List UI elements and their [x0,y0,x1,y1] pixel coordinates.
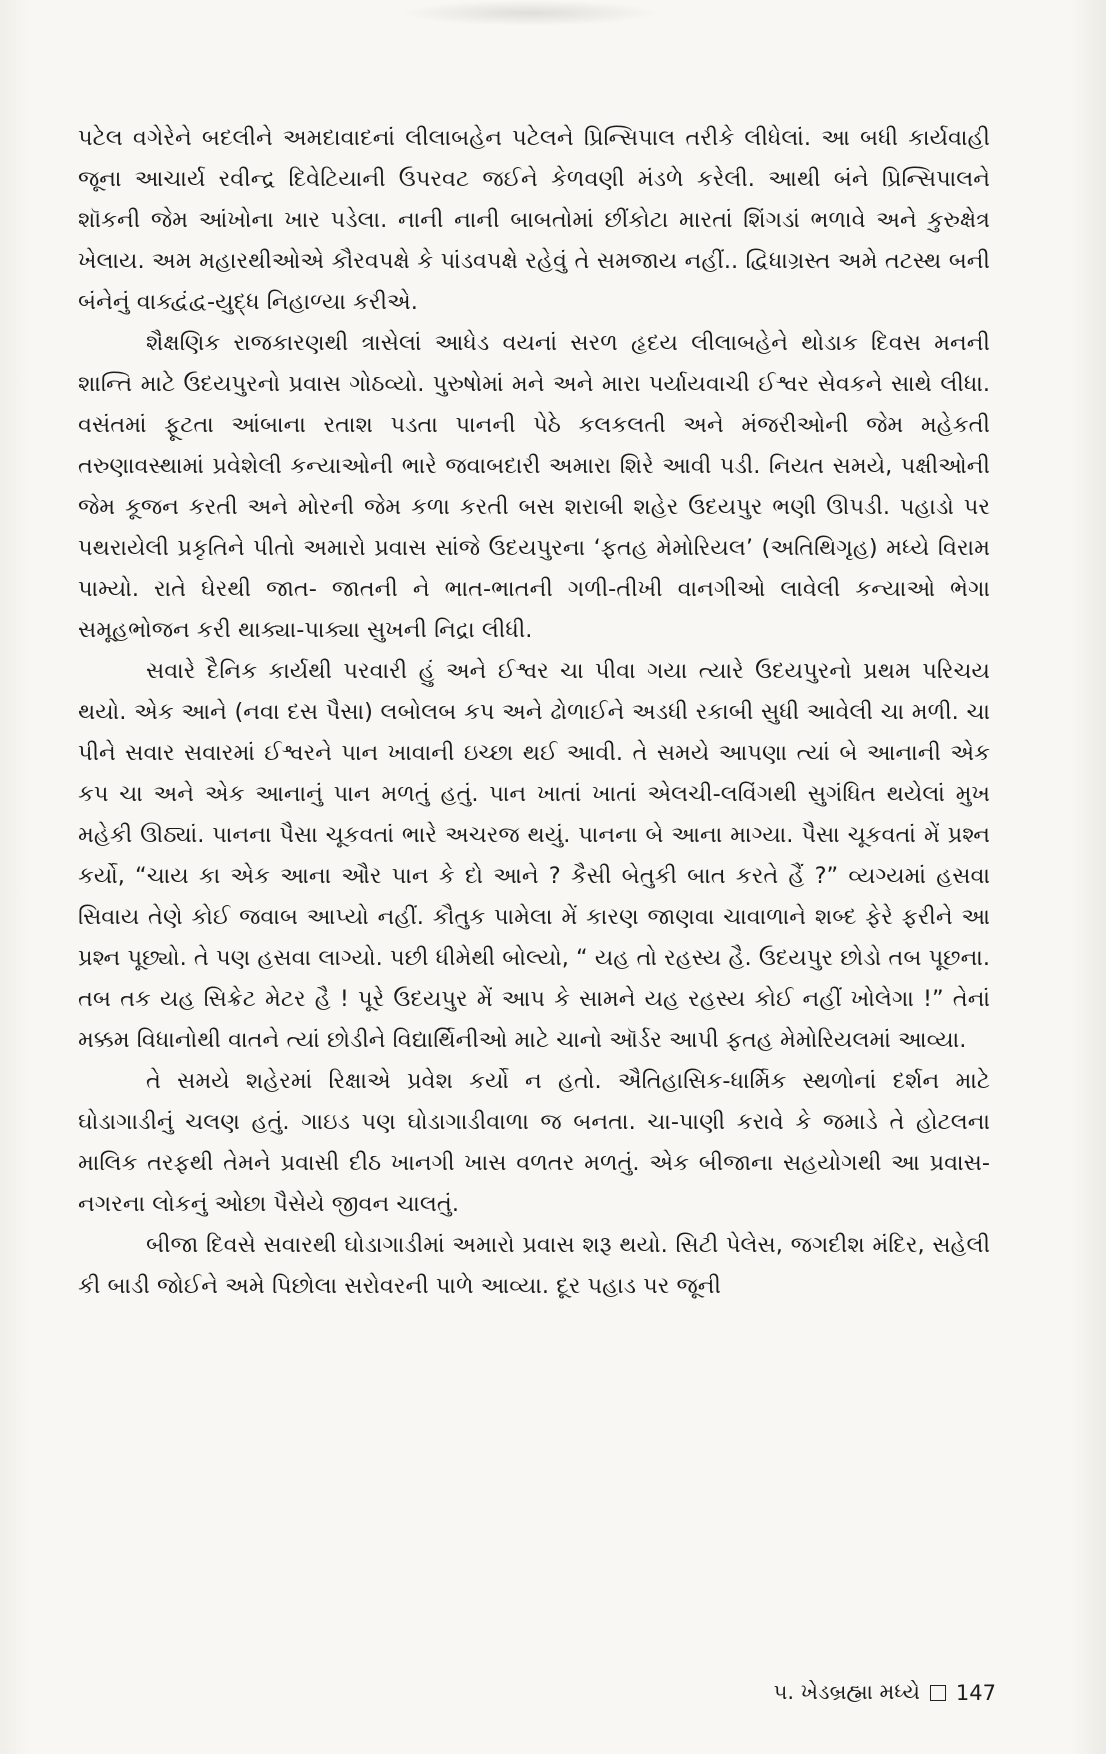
paragraph: બીજા દિવસે સવારથી ઘોડાગાડીમાં અમારો પ્રવાસ શરૂ થયો. સિટી પેલેસ, જગદીશ મંદિર, સહેલી કી બાડી જોઈને અમે પિછોલા સરોવરની પાળે આવ્યા. દૂર પહાડ પર જૂની [78,1232,990,1299]
paragraph: પટેલ વગેરેને બદલીને અમદાવાદનાં લીલાબહેન પટેલને પ્રિન્સિપાલ તરીકે લીધેલાં. આ બધી કાર્યવાહી જૂના આચાર્ય રવીન્દ્ર દિવેટિયાની ઉપરવટ જઈને કેળવણી મંડળે કરેલી. આથી બંને પ્રિન્સિપાલને શૉકની જેમ આંખોના ખાર પડેલા. નાની નાની બાબતોમાં છીંકોટા મારતાં શિંગડાં ભળાવે અને કુરુક્ષેત્ર ખેલાય. અમ મહારથીઓએ કૌરવપક્ષે કે પાંડવપક્ષે રહેવું તે સમજાય નહીં.. દ્વિધાગ્રસ્ત અમે તટસ્થ બની બંનેનું વાક્દ્વંદ્વ-યુદ્ધ નિહાળ્યા કરીએ. [78,125,990,315]
paragraph: તે સમયે શહેરમાં રિક્ષાએ પ્રવેશ કર્યો ન હતો. ઐતિહાસિક-ધાર્મિક સ્થળોનાં દર્શન માટે ઘોડાગાડીનું ચલણ હતું. ગાઇડ પણ ઘોડાગાડીવાળા જ બનતા. ચા-પાણી કરાવે કે જમાડે તે હોટલના માલિક તરફથી તેમને પ્રવાસી દીઠ ખાનગી ખાસ વળતર મળતું. એક બીજાના સહયોગથી આ પ્રવાસ-નગરના લોકનું ઓછા પૈસેયે જીવન ચાલતું. [78,1068,990,1217]
page-footer [774,1680,996,1705]
body-text [78,118,990,1307]
page-shadow [400,0,660,26]
square-separator-icon [930,1685,946,1701]
chapter-title: ૫. ખેડબ્રહ્મા મધ્યે [773,1680,920,1704]
paragraph: શૈક્ષણિક રાજકારણથી ત્રાસેલાં આધેડ વયનાં સરળ હૃદય લીલાબહેને થોડાક દિવસ મનની શાન્તિ માટે ઉદયપુરનો પ્રવાસ ગોઠવ્યો. પુરુષોમાં મને અને મારા પર્યાયવાચી ઈશ્વર સેવકને સાથે લીધા. વસંતમાં ફૂટતા આંબાના રતાશ પડતા પાનની પેઠે કલકલતી અને મંજરીઓની જેમ મહેકતી તરુણાવસ્થામાં પ્રવેશેલી કન્યાઓની ભારે જવાબદારી અમારા શિરે આવી પડી. નિયત સમયે, પક્ષીઓની જેમ કૂજન કરતી અને મોરની જેમ કળા કરતી બસ શરાબી શહેર ઉદયપુર ભણી ઊપડી. પહાડો પર પથરાયેલી પ્રકૃતિને પીતો અમારો પ્રવાસ સાંજે ઉદયપુરના ‘ફતહ મેમોરિયલ’ (અતિથિગૃહ) મધ્યે વિરામ પામ્યો. રાતે ઘેરથી જાત- જાતની ને ભાત-ભાતની ગળી-તીખી વાનગીઓ લાવેલી કન્યાઓ ભેગા સમૂહભોજન કરી થાક્યા-પાક્યા સુખની નિદ્રા લીધી. [78,330,990,643]
page-number: 147 [955,1680,996,1705]
paragraph: સવારે દૈનિક કાર્યથી પરવારી હું અને ઈશ્વર ચા પીવા ગયા ત્યારે ઉદયપુરનો પ્રથમ પરિચય થયો. એક આને (નવા દસ પૈસા) લબોલબ કપ અને ઢોળાઈને અડધી રકાબી સુધી આવેલી ચા મળી. ચા પીને સવાર સવારમાં ઈશ્વરને પાન ખાવાની ઇચ્છા થઈ આવી. તે સમયે આપણા ત્યાં બે આનાની એક કપ ચા અને એક આનાનું પાન મળતું હતું. પાન ખાતાં ખાતાં એલચી-લવિંગથી સુગંધિત થયેલાં મુખ મહેકી ઊઠ્યાં. પાનના પૈસા ચૂકવતાં ભારે અચરજ થયું. પાનના બે આના માગ્યા. પૈસા ચૂકવતાં મેં પ્રશ્ન કર્યો, “ચાય કા એક આના ઔર પાન કે દો આને ? કૈસી બેતુકી બાત કરતે હૈં ?” વ્યગ્યમાં હસવા સિવાય તેણે કોઈ જવાબ આપ્યો નહીં. કૌતુક પામેલા મેં કારણ જાણવા ચાવાળાને શબ્દ ફેરે ફરીને આ પ્રશ્ન પૂછ્યો. તે પણ હસવા લાગ્યો. પછી ધીમેથી બોલ્યો, “ યહ તો રહસ્ય હૈ. ઉદયપુર છોડો તબ પૂછના. તબ તક યહ સિક્રેટ મેટર હૈ ! પૂરે ઉદયપુર મેં આપ કે સામને યહ રહસ્ય કોઈ નહીં ખોલેગા !” તેનાં મક્કમ વિધાનોથી વાતને ત્યાં છોડીને વિદ્યાર્થિનીઓ માટે ચાનો ઑર્ડર આપી ફતહ મેમોરિયલમાં આવ્યા. [78,658,990,1053]
